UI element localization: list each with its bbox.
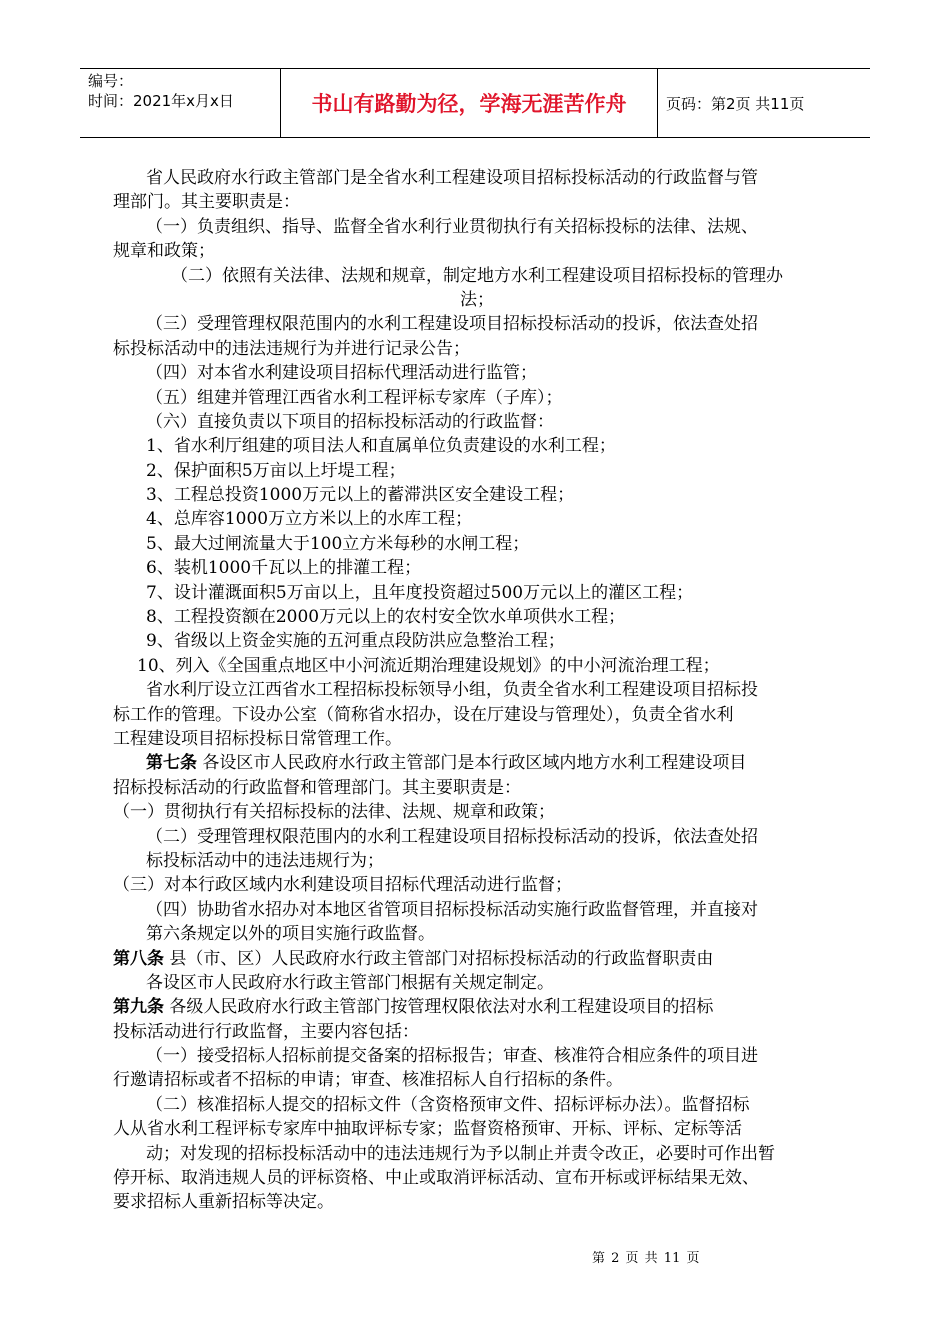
paragraph-line: 要求招标人重新招标等决定。 (113, 1192, 334, 1213)
paragraph-line: （二）受理管理权限范围内的水利工程建设项目招标投标活动的投诉，依法查处招 (146, 826, 758, 847)
page-footer: 第 2 页 共 11 页 (592, 1251, 700, 1266)
list-item: 3、工程总投资1000万元以上的蓄滞洪区安全建设工程； (146, 485, 575, 506)
paragraph-line: 省人民政府水行政主管部门是全省水利工程建设项目招标投标活动的行政监督与管 (146, 168, 758, 188)
paragraph-line: （四）协助省水招办对本地区省管项目招标投标活动实施行政监督管理，并直接对 (146, 899, 758, 920)
article-7-line (113, 751, 841, 775)
paragraph-line: 行邀请招标或者不招标的申请；审查、核准招标人自行招标的条件。 (113, 1070, 623, 1091)
document-date-label: 时间：2021年x月x日 (88, 92, 234, 110)
paragraph-line: 标投标活动中的违法违规行为并进行记录公告； (113, 338, 470, 359)
article-text: 县（市、区）人民政府水行政主管部门对招标投标活动的行政监督职责由 (169, 948, 714, 969)
list-item: 10、列入《全国重点地区中小河流近期治理建设规划》的中小河流治理工程； (137, 655, 720, 676)
paragraph-line: （二）依照有关法律、法规和规章，制定地方水利工程建设项目招标投标的管理办 (171, 265, 783, 286)
header-page-cell (658, 69, 870, 137)
article-8-line (113, 947, 841, 971)
paragraph-line: 停开标、取消违规人员的评标资格、中止或取消评标活动、宣布开标或评标结果无效、 (113, 1168, 759, 1189)
paragraph-line: 各设区市人民政府水行政主管部门根据有关规定制定。 (146, 972, 554, 993)
article-text: 各设区市人民政府水行政主管部门是本行政区域内地方水利工程建设项目 (202, 753, 747, 774)
paragraph-line: （四）对本省水利建设项目招标代理活动进行监管； (146, 363, 537, 384)
paragraph-line: 规章和政策； (113, 241, 215, 262)
paragraph-line: （一）负责组织、指导、监督全省水利行业贯彻执行有关招标投标的法律、法规、 (146, 216, 758, 237)
list-item: 6、装机1000千瓦以上的排灌工程； (146, 558, 422, 579)
page-header (80, 68, 870, 138)
document-body (113, 166, 841, 1215)
article-heading: 第八条 (113, 948, 164, 969)
paragraph-line: 标投标活动中的违法违规行为； (146, 850, 384, 871)
paragraph-line: 人从省水利工程评标专家库中抽取评标专家；监督资格预审、开标、评标、定标等活 (113, 1119, 742, 1140)
paragraph-line: 投标活动进行行政监督，主要内容包括： (113, 1021, 419, 1042)
paragraph-line: （五）组建并管理江西省水利工程评标专家库（子库）； (146, 387, 563, 408)
paragraph-line: 第六条规定以外的项目实施行政监督。 (146, 924, 435, 945)
list-item: 5、最大过闸流量大于100立方米每秒的水闸工程； (146, 533, 530, 554)
paragraph-line: （六）直接负责以下项目的招标投标活动的行政监督： (146, 411, 554, 432)
header-meta (80, 69, 280, 137)
paragraph-line: 省水利厅设立江西省水工程招标投标领导小组，负责全省水利工程建设项目招标投 (146, 680, 758, 701)
list-item: 7、设计灌溉面积5万亩以上，且年度投资超过500万元以上的灌区工程； (146, 582, 694, 603)
article-9-line (113, 995, 841, 1019)
paragraph-line: 招标投标活动的行政监督和管理部门。其主要职责是： (113, 777, 521, 798)
article-text: 各级人民政府水行政主管部门按管理权限依法对水利工程建设项目的招标 (169, 997, 714, 1018)
list-item: 9、省级以上资金实施的五河重点段防洪应急整治工程； (146, 631, 565, 652)
header-motto-cell (280, 69, 658, 137)
list-item: 1、省水利厅组建的项目法人和直属单位负责建设的水利工程； (146, 436, 616, 457)
paragraph-line: 动；对发现的招标投标活动中的违法违规行为予以制止并责令改正，必要时可作出暂 (146, 1143, 775, 1164)
paragraph-line: （一）接受招标人招标前提交备案的招标报告；审查、核准符合相应条件的项目进 (146, 1046, 758, 1067)
page-number-label: 页码：第2页 共11页 (666, 94, 805, 113)
paragraph-line: 理部门。其主要职责是： (113, 192, 300, 213)
document-number-label: 编号： (88, 72, 134, 90)
paragraph-line: （三）对本行政区域内水利建设项目招标代理活动进行监督； (113, 875, 572, 896)
paragraph-line: （一）贯彻执行有关招标投标的法律、法规、规章和政策； (113, 802, 555, 823)
article-heading: 第七条 (146, 753, 197, 774)
list-item: 4、总库容1000万立方米以上的水库工程； (146, 509, 473, 530)
list-item: 2、保护面积5万亩以上圩堤工程； (146, 460, 406, 481)
paragraph-line: （二）核准招标人提交的招标文件（含资格预审文件、招标评标办法）。监督招标 (146, 1094, 750, 1115)
paragraph-line: 工程建设项目招标投标日常管理工作。 (113, 728, 402, 749)
paragraph-line: （三）受理管理权限范围内的水利工程建设项目招标投标活动的投诉，依法查处招 (146, 314, 758, 335)
motto-text: 书山有路勤为径，学海无涯苦作舟 (311, 92, 627, 116)
paragraph-line: 标工作的管理。下设办公室（简称省水招办，设在厅建设与管理处），负责全省水利 (113, 704, 734, 725)
list-item: 8、工程投资额在2000万元以上的农村安全饮水单项供水工程； (146, 607, 626, 628)
paragraph-line: 法； (460, 289, 494, 310)
article-heading: 第九条 (113, 997, 164, 1018)
